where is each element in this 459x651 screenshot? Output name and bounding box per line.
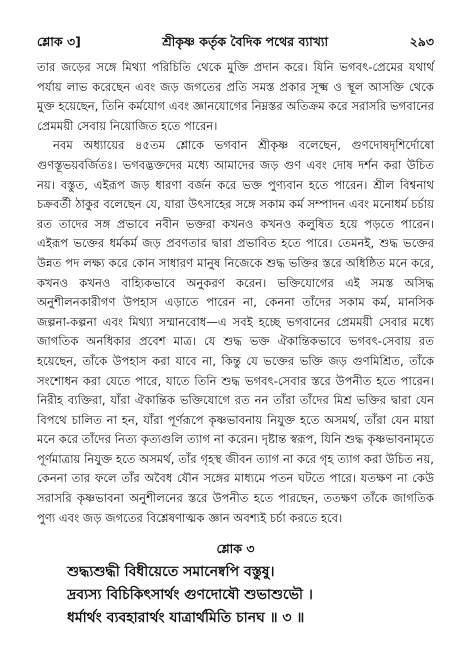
body-text (37, 58, 434, 528)
page-title: শ্রীকৃষ্ণ কর্তৃক বৈদিক পথের ব্যাখ্যা (162, 34, 329, 49)
page-header (37, 34, 434, 58)
paragraph-2: নবম অধ্যায়ের ৪৫তম শ্লোকে ভগবান শ্রীকৃষ্ণ বলেছেন, গুণদোষদৃশির্দোষো গুণস্তূভয়বর্জিতঃ। ভগবদ্ভক্তদের মধ্যে আমাদের জড় গুণ এবং দোষ দর্শন করা উচিত নয়। বস্তুত, এইরূপ জড় ধারণা বর্জন করে ভক্ত পুণ্যবান হতে পারেন। শ্রীল বিশ্বনাথ চক্রবর্তী ঠাকুর বলেছেন যে, যারা উৎসাহের সঙ্গে সকাম কর্ম সম্পাদন এবং মনোধর্ম চর্চায় রত তাদের সঙ্গ প্রভাবে নবীন ভক্তরা কখনও কখনও কলুষিত হয়ে পড়তে পারেন। এইরূপ ভক্তের ধর্মকর্ম জড় প্রবণতার দ্বারা প্রভাবিত হতে পারে। তেমনই, শুদ্ধ ভক্তের উন্নত পদ লক্ষ্য করে কোন সাধারণ মানুষ নিজেকে শুদ্ধ ভক্তির স্তরে অধিষ্ঠিত মনে করে, কখনও কখনও বাহ্যিকভাবে অনুকরণ করেন। ভক্তিযোগের এই সমস্ত অসিদ্ধ অনুশীলনকারীগণ উপহাস এড়াতে পারেন না, কেননা তাঁদের সকাম কর্ম, মানসিক জল্পনা-কল্পনা এবং মিথ্যা সম্মানবোধ—এ সবই হচ্ছে ভগবানের প্রেমময়ী সেবার মধ্যে জাগতিক অনধিকার প্রবেশ মাত্র। যে শুদ্ধ ভক্ত ঐকান্তিকভাবে ভগবৎ-সেবায় রত হয়েছেন, তাঁকে উপহাস করা যাবে না, কিন্তু যে ভক্তের ভক্তি জড় গুণমিশ্রিত, তাঁকে সংশোধন করা যেতে পারে, যাতে তিনি শুদ্ধ ভগবৎ-সেবার স্তরে উপনীত হতে পারেন। নিরীহ ব্যক্তিরা, যাঁরা ঐকান্তিক ভক্তিযোগে রত নন তাঁরা তাঁদের মিশ্র ভক্তির দ্বারা যেন বিপথে চালিত না হন, যাঁরা পূর্ণরূপে কৃষ্ণভাবনায় নিযুক্ত হতে অসমর্থ, তাঁরা যেন মায়া মনে করে তাঁদের নিত্য কৃত্যগুলি ত্যাগ না করেন। দৃষ্টান্ত স্বরূপ, যিনি শুদ্ধ কৃষ্ণভাবনামৃতে পূর্ণমাত্রায় নিযুক্ত হতে অসমর্থ, তাঁর গৃহস্থ জীবন ত্যাগ না করে গৃহ ত্যাগ করা উচিত নয়, কেননা তার ফলে তাঁর অবৈধ যৌন সঙ্গের মাধ্যমে পতন ঘটতে পারে। যতক্ষণ না কেউ সরাসরি কৃষ্ণভাবনা অনুশীলনের স্তরে উপনীত হতে পারছেন, ততক্ষণ তাঁকে জাগতিক পুণ্য এবং জড় জগতের বিশ্লেষণাত্মক জ্ঞান অবশ্যই চর্চা করতে হবে। (37, 138, 434, 525)
paragraph-1: তার জড়ের সঙ্গে মিথ্যা পরিচিতি থেকে মুক্তি প্রদান করে। যিনি ভগবৎ-প্রেমের যথার্থ পর্যায় লাভ করেছেন এবং জড় জগতের প্রতি সমস্ত প্রকার সূক্ষ্ম ও স্থূল আসক্তি থেকে মুক্ত হয়েছেন, তিনি কর্মযোগ এবং জ্ঞানযোগের নিম্নস্তর অতিক্রম করে সরাসরি ভগবানের প্রেমময়ী সেবায় নিয়োজিত হতে পারেন। (37, 60, 434, 133)
verse-line-1: শুদ্ধ্যশুদ্ধী বিধীয়েতে সমানেষ্বপি বস্তুষু। (67, 564, 275, 581)
verse-line-3: ধর্মার্থং ব্যবহারার্থং যাত্রার্থমিতি চানঘ ॥ ৩ ॥ (67, 610, 305, 627)
verse-block (37, 561, 434, 630)
verse-heading: শ্লোক ৩ (216, 541, 255, 557)
page-number: ২৯৩ (409, 34, 434, 49)
section-label: শ্লোক ৩] (37, 34, 81, 49)
verse-line-2: দ্রব্যস্য বিচিকিৎসার্থং গুণদোষৌ শুভাশুভৌ । (67, 587, 313, 604)
